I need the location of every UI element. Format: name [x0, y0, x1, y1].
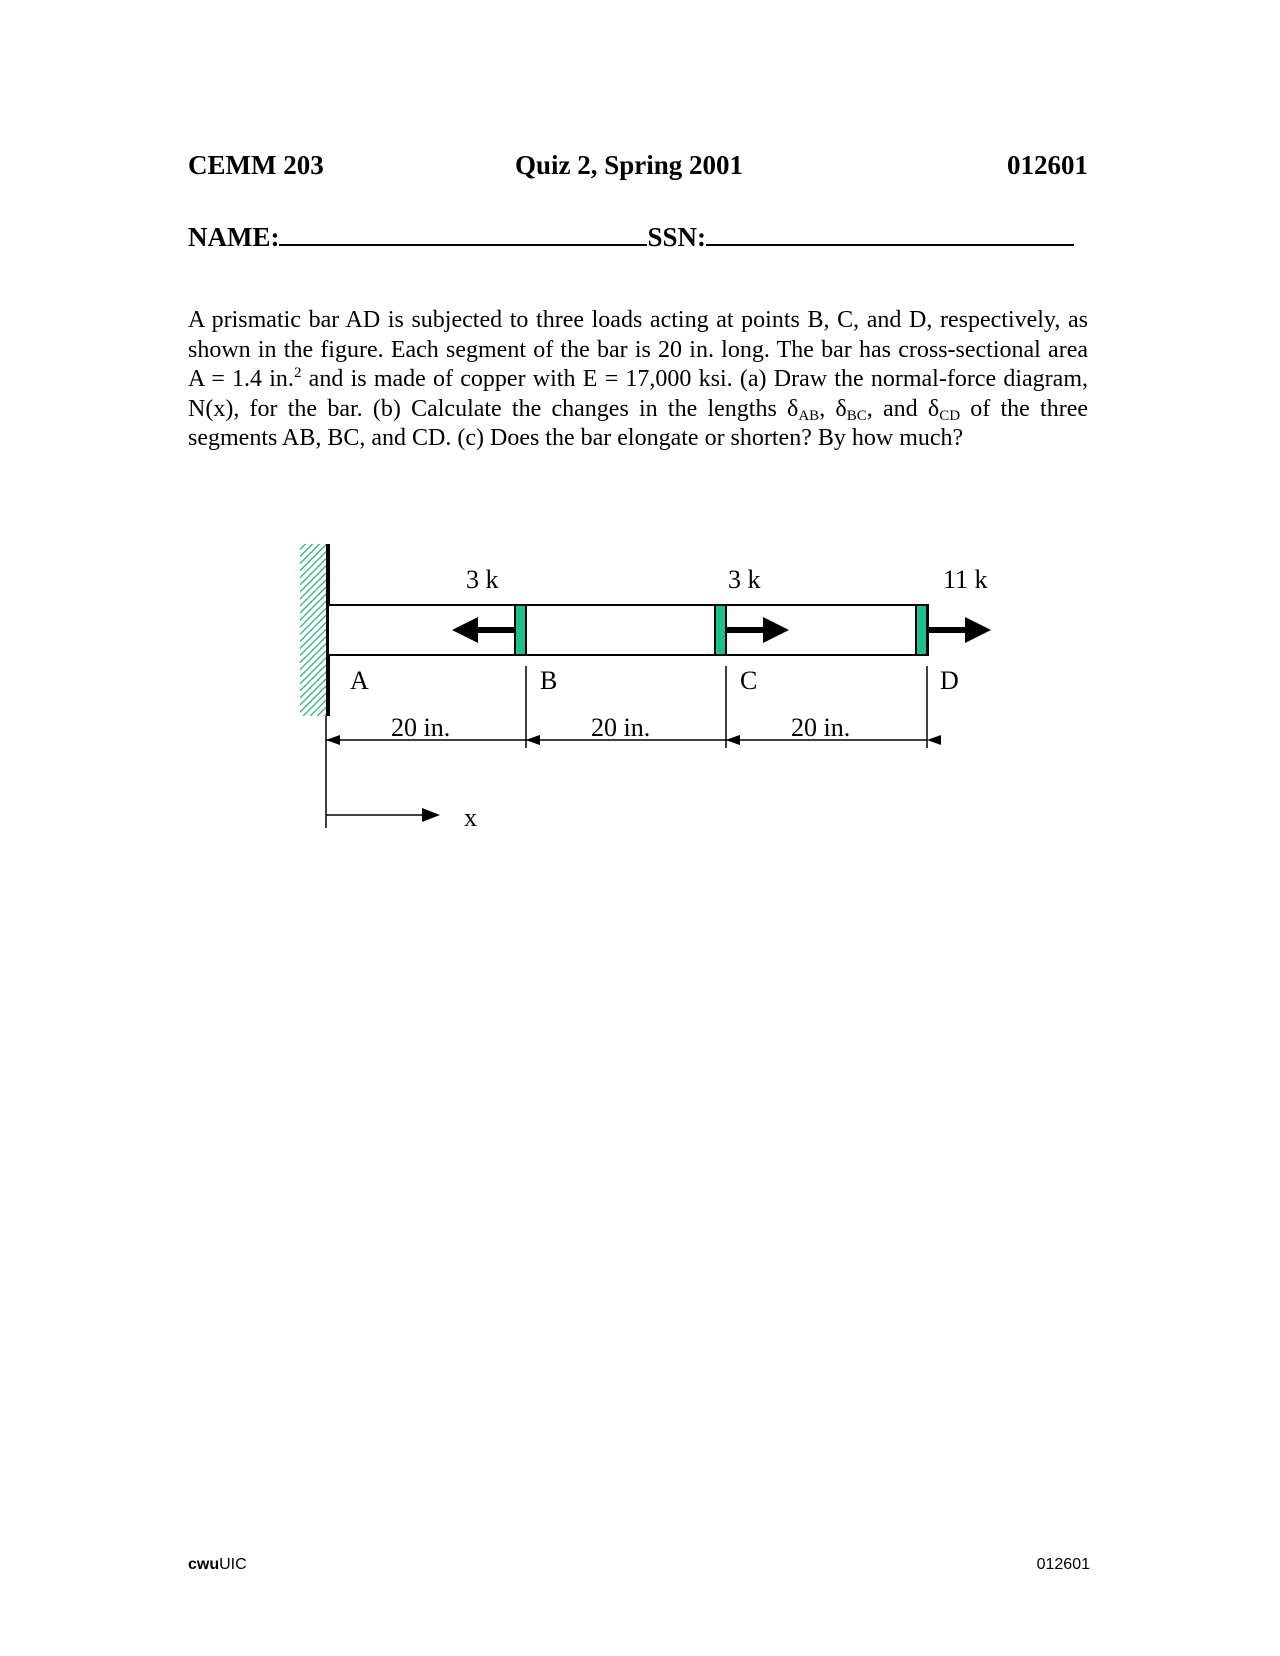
- dimension-label-cd: 20 in.: [791, 713, 851, 742]
- point-label-d: D: [940, 666, 959, 695]
- problem-text-1: A prismatic bar AD is subjected to three loads acting at points B, C, and D, respectively, as shown in the figure. Each segment of the bar is 20 in. long. The bar has cross-sectional area A = 1.4 in.: [188, 307, 1088, 392]
- problem-text-2: and is made of copper with E = 17,000 ksi. (a) Draw the normal-force diagram, N(x), for the bar. (b) Calculate the changes in the lengths: [188, 366, 1088, 422]
- point-label-a: A: [350, 666, 369, 695]
- delta-symbol: δ: [835, 395, 847, 422]
- load-plate-d: [916, 605, 927, 655]
- separator: ,: [819, 395, 836, 422]
- load-label-d: 11 k: [943, 565, 988, 594]
- delta-symbol: δ: [787, 395, 799, 422]
- load-plate-c: [715, 605, 726, 655]
- footer-logo: [188, 1556, 247, 1574]
- load-label-b: 3 k: [466, 565, 499, 594]
- delta-subscript-cd: CD: [939, 407, 961, 424]
- point-label-c: C: [740, 666, 758, 695]
- load-arrow-d: [927, 617, 991, 643]
- delta-subscript-ab: AB: [798, 407, 820, 424]
- x-axis-label: x: [464, 803, 477, 832]
- ssn-label: SSN:: [647, 222, 707, 252]
- logo-bold: cwu: [188, 1556, 220, 1573]
- course-code: CEMM 203: [188, 150, 324, 180]
- quiz-title: Quiz 2, Spring 2001: [515, 150, 744, 180]
- footer-code: 012601: [1036, 1556, 1090, 1573]
- area-exponent: 2: [293, 365, 302, 381]
- name-label: NAME:: [188, 222, 280, 252]
- dimension-label-ab: 20 in.: [391, 713, 451, 742]
- x-axis-arrow: [326, 808, 440, 822]
- dimension-label-bc: 20 in.: [591, 713, 651, 742]
- document-code: 012601: [1007, 150, 1088, 180]
- logo-rest: UIC: [219, 1556, 247, 1573]
- delta-subscript-bc: BC: [846, 407, 867, 424]
- load-label-c: 3 k: [728, 565, 761, 594]
- point-label-b: B: [540, 666, 558, 695]
- separator: , and: [866, 395, 928, 422]
- problem-text-3: of the three segments AB, BC, and CD. (c) Does the bar elongate or shorten? By how much?: [188, 395, 1089, 451]
- prismatic-bar: [328, 605, 928, 655]
- wall-support: [300, 544, 327, 716]
- delta-symbol: δ: [927, 395, 940, 422]
- load-plate-b: [515, 605, 526, 655]
